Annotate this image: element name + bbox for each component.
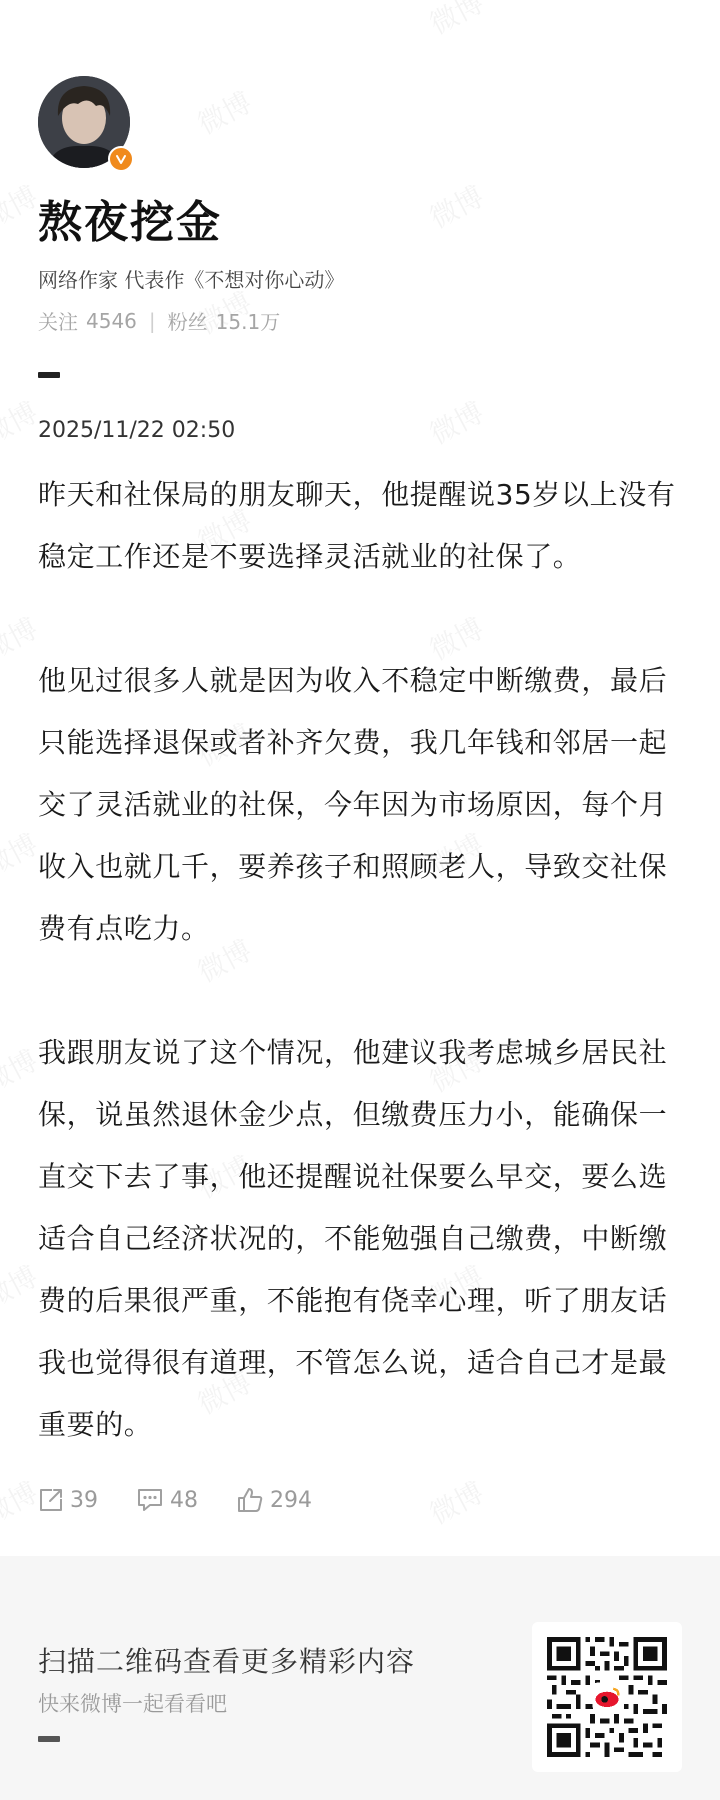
post-paragraph: 昨天和社保局的朋友聊天，他提醒说35岁以上没有稳定工作还是不要选择灵活就业的社保了。 <box>38 478 676 573</box>
scan-qr-title: 扫描二维码查看更多精彩内容 <box>38 1645 416 1678</box>
repost-count: 39 <box>70 1487 98 1513</box>
like-count: 294 <box>270 1487 312 1513</box>
post-actions <box>38 1486 350 1514</box>
post-timestamp: 2025/11/22 02:50 <box>38 418 236 443</box>
section-divider <box>38 372 60 378</box>
followers-label: 粉丝 <box>167 310 208 334</box>
watermark <box>422 1471 490 1533</box>
qr-code-icon <box>547 1637 667 1757</box>
repost-button[interactable] <box>38 1487 98 1513</box>
following-count: 4546 <box>86 308 137 333</box>
repost-icon <box>38 1487 64 1513</box>
footer-divider <box>38 1736 60 1742</box>
watermark <box>422 0 490 43</box>
verified-badge-icon <box>108 146 134 172</box>
post-paragraph: 我跟朋友说了这个情况，他建议我考虑城乡居民社保，说虽然退休金少点，但缴费压力小，能确保一直交下去了事，他还提醒说社保要么早交，要么选适合自己经济状况的，不能勉强自己缴费，中断缴费的后果很严重，不能抱有侥幸心理，听了朋友话我也觉得很有道理，不管怎么说，适合自己才是最重要的。 <box>38 1036 668 1441</box>
comment-count: 48 <box>170 1487 198 1513</box>
stats-divider: | <box>148 308 156 333</box>
scan-qr-subtitle: 快来微博一起看看吧 <box>38 1692 227 1716</box>
following-label: 关注 <box>38 310 78 334</box>
like-button[interactable] <box>236 1486 312 1514</box>
post-paragraph: 他见过很多人就是因为收入不稳定中断缴费，最后只能选择退保或者补齐欠费，我几年钱和邻居一起交了灵活就业的社保，今年因为市场原因，每个月收入也就几千，要养孩子和照顾老人，导致交社保费有点吃力。 <box>38 664 668 945</box>
thumbs-up-icon <box>236 1486 264 1514</box>
profile-name[interactable]: 熬夜挖金 <box>38 197 222 248</box>
qr-code[interactable] <box>532 1622 682 1772</box>
watermark <box>190 81 258 143</box>
watermark <box>422 175 490 237</box>
profile-bio: 网络作家 代表作《不想对你心动》 <box>38 268 345 292</box>
comment-button[interactable] <box>136 1487 198 1513</box>
watermark <box>422 391 490 453</box>
followers-count: 15.1万 <box>215 310 281 334</box>
profile-stats <box>38 306 280 335</box>
comment-icon <box>136 1487 164 1513</box>
post-body <box>38 464 684 1456</box>
